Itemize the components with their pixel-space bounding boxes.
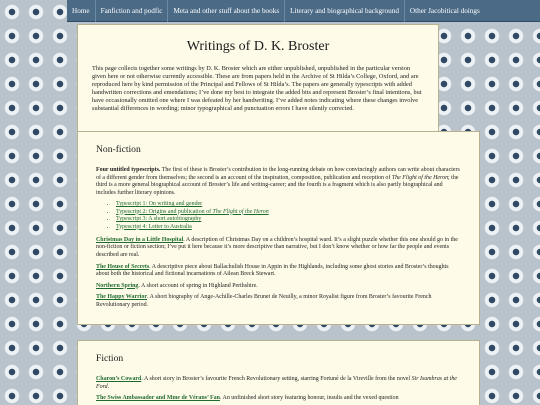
nav-meta[interactable]: Meta and other stuff about the books <box>168 0 285 22</box>
happy-warrior-link[interactable]: The Happy Warrior <box>96 294 148 301</box>
entry-text: . An unfinished short story featuring honour, insults and the vexed question <box>219 395 399 402</box>
novel-title: Sir Isumbras at the Ford <box>96 376 457 390</box>
nav-fanfiction[interactable]: Fanfiction and podfic <box>96 0 169 22</box>
nav-home[interactable]: Home <box>67 0 96 22</box>
typescript-3-link[interactable]: Typescript 3: A short autobiography <box>116 216 202 223</box>
entry-text: . A short story in Broster’s favourite French Revolutionary setting, starring Fortuné de la Vireville from the novel <box>141 376 412 382</box>
entry-northern-spring <box>96 283 461 291</box>
charons-coward-link[interactable]: Charon’s Coward <box>96 376 142 382</box>
entry-christmas-day <box>96 237 461 260</box>
entry-text-end: . <box>107 383 110 390</box>
fiction-panel <box>77 340 480 405</box>
entry-text: . A description of Christmas Day on a children’s hospital ward. It’s a slight puzzle whether this one should go in the non-fiction or fiction section; I’ve put it here because it’s more descriptive than narrative, but I don’t know whether or how far the people and events described are real. <box>96 236 458 259</box>
top-nav <box>67 0 540 22</box>
northern-spring-link[interactable]: Northern Spring <box>96 282 139 289</box>
nav-jacobitical[interactable]: Other Jacobitical doings <box>409 6 480 15</box>
header-panel <box>77 24 439 144</box>
fiction-heading: Fiction <box>96 353 124 364</box>
list-item <box>116 201 461 208</box>
entry-house-of-secrets <box>96 264 461 279</box>
typescript-2-book: The Flight of the Heron <box>212 208 269 215</box>
list-item <box>116 224 461 231</box>
house-of-secrets-link[interactable]: The House of Secrets <box>96 263 150 270</box>
entry-text: . A short account of spring in Highland Perthshire. <box>138 282 258 289</box>
entry-charons-coward <box>96 376 461 391</box>
typescript-list <box>116 201 461 231</box>
typescripts-text-continued: ; the third is a more general biographical account of Broster’s life and writing-career; and the fourth is a fragment which is also partly biographical and includes further literary opinions. <box>96 174 459 196</box>
typescripts-title: Four untitled typescripts. <box>96 167 161 173</box>
typescript-1-link[interactable]: Typescript 1: On writing and gender <box>116 201 203 208</box>
typescript-2-link[interactable] <box>116 209 269 215</box>
typescripts-text: The first of these is Broster’s contribution to the long-running debate on how convincingly authors can write about characters of a different gender from themselves; the second is an account of the inspiration, composition, publication and reception of <box>96 167 460 181</box>
typescript-2-label: Typescript 2: Origins and publication of <box>116 208 213 215</box>
book-title: The Flight of the Heron <box>391 174 449 181</box>
nonfiction-panel <box>77 131 480 325</box>
page-title: Writings of D. K. Broster <box>186 39 330 54</box>
swiss-ambassador-link[interactable]: The Swiss Ambassador and Mme de Vérans’ Fan <box>96 395 220 402</box>
entry-happy-warrior <box>96 294 461 309</box>
christmas-day-link[interactable]: Christmas Day in a Little Hospital <box>96 236 184 243</box>
typescript-4-link[interactable]: Typescript 4: Letter to Australia <box>116 223 192 230</box>
list-item <box>116 216 461 223</box>
entry-text: . A descriptive piece about Ballachulish House in Appin in the Highlands, including some ghost stories and Broster’s thoughts about both the historical and fictional incarnations of Ailean Breck Stewart. <box>96 263 449 278</box>
nonfiction-heading: Non-fiction <box>96 144 141 155</box>
nav-literary-background[interactable]: Literary and biographical background <box>285 0 405 22</box>
entry-swiss-ambassador <box>96 395 461 403</box>
intro-text: This page collects together some writings by D. K. Broster which are either unpublished, unpublished in the particular version given here or not otherwise currently accessible. These are from papers held in the Archive of St Hilda’s College, Oxford, and are reproduced here by kind permission of the Principal and Fellows of St Hilda’s. The papers are generally typescripts with added handwritten corrections and emendations; I’ve done my best to integrate the added bits and represent Broster’s final intentions, but have occasionally omitted one where I was defeated by her handwriting. I’ve added notes indicating where these changes involve substantial differences in wording; minor typographical and punctuation errors I have silently corrected. <box>92 65 422 112</box>
list-item <box>116 209 461 216</box>
typescripts-paragraph <box>96 167 461 197</box>
entry-text: . A short biography of Ange-Achille-Charles Brunet de Neuilly, a minor Royalist figure from Broster’s favourite French Revolutionary period. <box>96 294 432 308</box>
